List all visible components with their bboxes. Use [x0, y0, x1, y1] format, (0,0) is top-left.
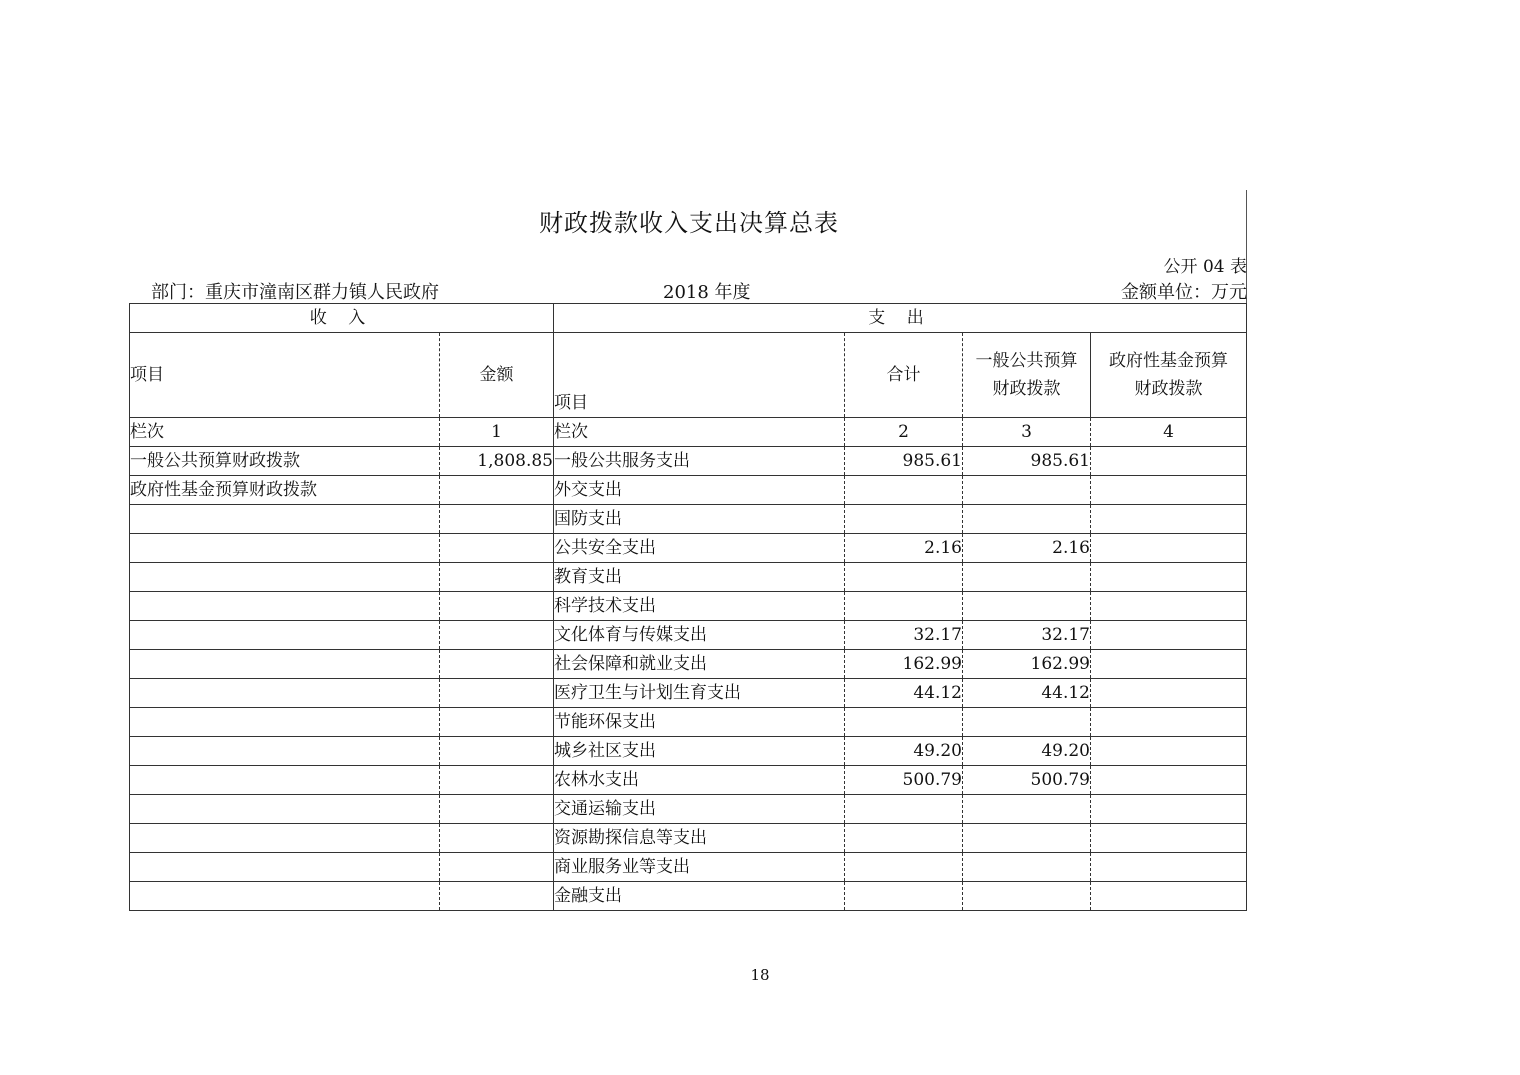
table-row [130, 708, 1247, 737]
table-row [130, 737, 1247, 766]
general-budget-cell [963, 476, 1091, 505]
col-fund-line1: 政府性基金预算 [1109, 351, 1228, 371]
fund-budget-cell [1091, 447, 1247, 476]
total-cell: 2.16 [845, 534, 963, 563]
general-budget-cell: 500.79 [963, 766, 1091, 795]
general-budget-cell [963, 795, 1091, 824]
expense-item-cell: 农林水支出 [554, 766, 845, 795]
income-amount-cell [440, 505, 554, 534]
income-amount-cell [440, 563, 554, 592]
income-item-cell: 一般公共预算财政拨款 [130, 447, 440, 476]
general-budget-cell [963, 592, 1091, 621]
income-item-cell [130, 534, 440, 563]
total-cell [845, 592, 963, 621]
expense-item-cell: 科学技术支出 [554, 592, 845, 621]
table-row [130, 853, 1247, 882]
section-header-row [130, 304, 1247, 333]
page-number: 18 [750, 966, 770, 984]
general-budget-cell: 49.20 [963, 737, 1091, 766]
table-row [130, 621, 1247, 650]
index-income-num: 1 [440, 418, 554, 447]
table-row [130, 650, 1247, 679]
total-cell: 985.61 [845, 447, 963, 476]
income-amount-cell [440, 795, 554, 824]
general-budget-cell [963, 853, 1091, 882]
expense-item-cell: 外交支出 [554, 476, 845, 505]
table-row [130, 534, 1247, 563]
expense-item-cell: 城乡社区支出 [554, 737, 845, 766]
income-amount-cell [440, 476, 554, 505]
table-row [130, 824, 1247, 853]
income-amount-cell [440, 882, 554, 911]
general-budget-cell [963, 505, 1091, 534]
total-cell [845, 563, 963, 592]
general-budget-cell [963, 824, 1091, 853]
income-amount-cell [440, 679, 554, 708]
fund-budget-cell [1091, 563, 1247, 592]
general-budget-cell: 44.12 [963, 679, 1091, 708]
col-income-item: 项目 [130, 333, 440, 418]
income-item-cell [130, 621, 440, 650]
expense-item-cell: 交通运输支出 [554, 795, 845, 824]
income-amount-cell [440, 708, 554, 737]
table-row [130, 795, 1247, 824]
table-row [130, 679, 1247, 708]
index-fund-num: 4 [1091, 418, 1247, 447]
fund-budget-cell [1091, 592, 1247, 621]
form-number: 公开 04 表 [1163, 257, 1247, 277]
income-amount-cell [440, 621, 554, 650]
income-item-cell [130, 505, 440, 534]
income-amount-cell [440, 766, 554, 795]
expense-item-cell: 一般公共服务支出 [554, 447, 845, 476]
total-cell: 49.20 [845, 737, 963, 766]
index-expense-label: 栏次 [554, 418, 845, 447]
col-total: 合计 [845, 333, 963, 418]
fund-budget-cell [1091, 534, 1247, 563]
fund-budget-cell [1091, 882, 1247, 911]
total-cell [845, 505, 963, 534]
income-item-cell [130, 592, 440, 621]
department-label: 部门：重庆市潼南区群力镇人民政府 [151, 282, 439, 303]
general-budget-cell: 2.16 [963, 534, 1091, 563]
income-item-cell [130, 563, 440, 592]
fund-budget-cell [1091, 795, 1247, 824]
index-total-num: 2 [845, 418, 963, 447]
expense-item-cell: 社会保障和就业支出 [554, 650, 845, 679]
general-budget-cell: 985.61 [963, 447, 1091, 476]
general-budget-cell [963, 882, 1091, 911]
income-item-cell: 政府性基金预算财政拨款 [130, 476, 440, 505]
total-cell [845, 708, 963, 737]
col-general-budget [963, 333, 1091, 418]
income-item-cell [130, 737, 440, 766]
income-item-cell [130, 679, 440, 708]
table-row [130, 766, 1247, 795]
income-item-cell [130, 708, 440, 737]
col-income-amount: 金额 [440, 333, 554, 418]
index-income-label: 栏次 [130, 418, 440, 447]
fund-budget-cell [1091, 679, 1247, 708]
income-amount-cell: 1,808.85 [440, 447, 554, 476]
general-budget-cell: 162.99 [963, 650, 1091, 679]
budget-table [129, 303, 1247, 911]
table-row [130, 563, 1247, 592]
total-cell: 162.99 [845, 650, 963, 679]
income-item-cell [130, 650, 440, 679]
expense-item-cell: 公共安全支出 [554, 534, 845, 563]
total-cell: 500.79 [845, 766, 963, 795]
expense-item-cell: 医疗卫生与计划生育支出 [554, 679, 845, 708]
total-cell [845, 476, 963, 505]
column-header-row [130, 333, 1247, 418]
col-expense-item: 项目 [554, 333, 845, 418]
total-cell [845, 882, 963, 911]
general-budget-cell [963, 563, 1091, 592]
page-title: 财政拨款收入支出决算总表 [539, 209, 839, 237]
fund-budget-cell [1091, 505, 1247, 534]
fiscal-year: 2018 年度 [663, 282, 751, 303]
fund-budget-cell [1091, 737, 1247, 766]
col-general-line1: 一般公共预算 [975, 351, 1078, 371]
fund-budget-cell [1091, 650, 1247, 679]
fund-budget-cell [1091, 621, 1247, 650]
expense-item-cell: 金融支出 [554, 882, 845, 911]
total-cell: 44.12 [845, 679, 963, 708]
col-fund-budget [1091, 333, 1247, 418]
general-budget-cell: 32.17 [963, 621, 1091, 650]
fund-budget-cell [1091, 708, 1247, 737]
table-row [130, 476, 1247, 505]
fund-budget-cell [1091, 766, 1247, 795]
income-amount-cell [440, 534, 554, 563]
expense-item-cell: 资源勘探信息等支出 [554, 824, 845, 853]
fund-budget-cell [1091, 853, 1247, 882]
table-row [130, 505, 1247, 534]
index-row [130, 418, 1247, 447]
income-amount-cell [440, 650, 554, 679]
total-cell: 32.17 [845, 621, 963, 650]
total-cell [845, 824, 963, 853]
amount-unit: 金额单位：万元 [1121, 282, 1247, 303]
fund-budget-cell [1091, 824, 1247, 853]
expense-item-cell: 商业服务业等支出 [554, 853, 845, 882]
total-cell [845, 795, 963, 824]
general-budget-cell [963, 708, 1091, 737]
expense-section-header: 支 出 [554, 304, 1247, 333]
col-fund-line2: 财政拨款 [1134, 379, 1203, 399]
index-general-num: 3 [963, 418, 1091, 447]
income-section-header: 收 入 [130, 304, 554, 333]
income-item-cell [130, 766, 440, 795]
income-amount-cell [440, 737, 554, 766]
income-amount-cell [440, 853, 554, 882]
total-cell [845, 853, 963, 882]
income-amount-cell [440, 592, 554, 621]
income-amount-cell [440, 824, 554, 853]
meta-row [130, 278, 1247, 302]
fund-budget-cell [1091, 476, 1247, 505]
expense-item-cell: 国防支出 [554, 505, 845, 534]
income-item-cell [130, 853, 440, 882]
income-item-cell [130, 795, 440, 824]
col-general-line2: 财政拨款 [992, 379, 1061, 399]
table-row [130, 447, 1247, 476]
table-row [130, 592, 1247, 621]
income-item-cell [130, 824, 440, 853]
expense-item-cell: 教育支出 [554, 563, 845, 592]
table-row [130, 882, 1247, 911]
income-item-cell [130, 882, 440, 911]
expense-item-cell: 文化体育与传媒支出 [554, 621, 845, 650]
expense-item-cell: 节能环保支出 [554, 708, 845, 737]
